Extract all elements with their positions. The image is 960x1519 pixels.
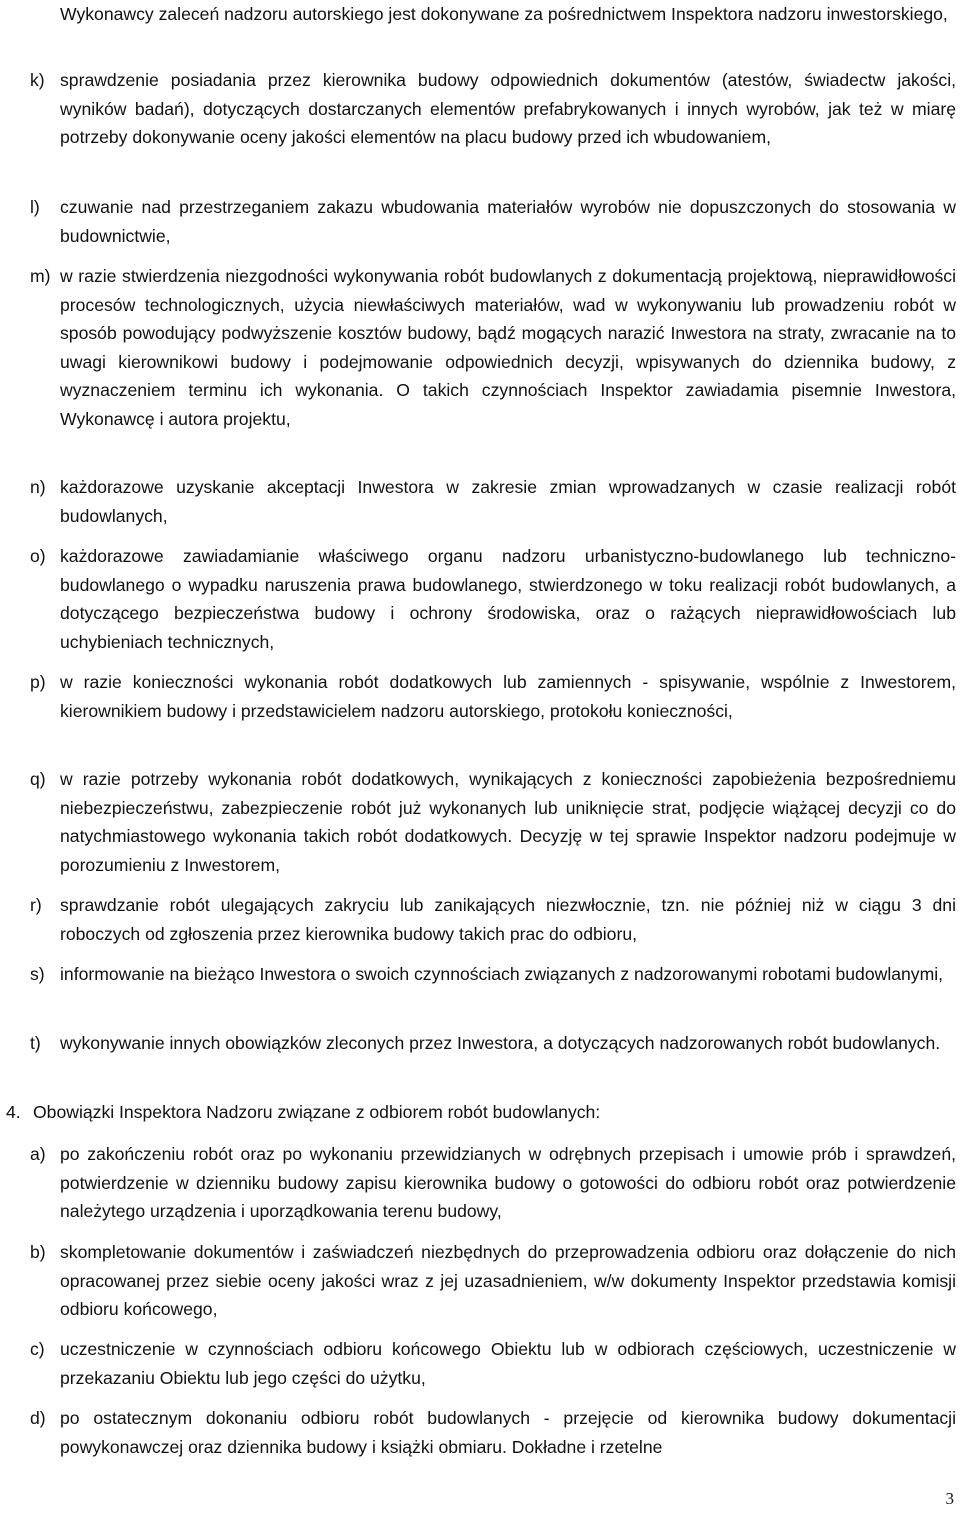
- list-item-text: w razie konieczności wykonania robót dodatkowych lub zamiennych - spisywanie, wspólnie z Inwestorem, kierownikiem budowy i przedstawicielem nadzoru autorskiego, protokołu konieczności,: [60, 672, 956, 721]
- list-item-text: wykonywanie innych obowiązków zleconych przez Inwestora, a dotyczących nadzorowanych robót budowlanych.: [60, 1033, 941, 1053]
- list-item-text: w razie stwierdzenia niezgodności wykonywania robót budowlanych z dokumentacją projektową, nieprawidłowości procesów technologicznych, użycia niewłaściwych materiałów, wad w wykonywaniu lub prowadzeniu robót w sposób powodujący podwyższenie kosztów budowy, bądź mogących narazić Inwestora na straty, zwracanie na to uwagi kierownikowi budowy i podejmowanie odpowiednich decyzji, wpisywanych do dziennika budowy, z wyznaczeniem terminu ich wykonania. O takich czynnościach Inspektor zawiadamia pisemnie Inwestora, Wykonawcę i autora projektu,: [60, 266, 956, 429]
- list-item-text: sprawdzenie posiadania przez kierownika budowy odpowiednich dokumentów (atestów, świadectw jakości, wyników badań), dotyczących dostarczanych elementów prefabrykowanych i innych wyrobów, jak też w miarę potrzeby dokonywanie oceny jakości elementów na placu budowy przed ich wbudowaniem,: [60, 70, 956, 147]
- list-item-text: skompletowanie dokumentów i zaświadczeń niezbędnych do przeprowadzenia odbioru oraz dołączenie do nich opracowanej przez siebie oceny jakości wraz z jej uzasadnieniem, w/w dokumenty Inspektor przedstawia komisji odbioru końcowego,: [60, 1242, 956, 1319]
- list-item-label: r): [30, 895, 42, 915]
- list-item-label: s): [30, 964, 45, 984]
- list-item-text: każdorazowe uzyskanie akceptacji Inwestora w zakresie zmian wprowadzanych w czasie realizacji robót budowlanych,: [60, 477, 956, 526]
- list-item-label: m): [30, 266, 51, 286]
- list-item-label: k): [30, 70, 45, 90]
- section-number: 4.: [6, 1102, 21, 1122]
- list-item-text: w razie potrzeby wykonania robót dodatkowych, wynikających z konieczności zapobieżenia bezpośredniemu niebezpieczeństwu, zabezpieczenie robót już wykonanych lub uniknięcie strat, podjęcie wiążącej decyzji co do natychmiastowego wykonania takich robót dodatkowych. Decyzję w tej sprawie Inspektor nadzoru podejmuje w porozumieniu z Inwestorem,: [60, 769, 956, 875]
- list-item-label: l): [30, 197, 40, 217]
- list-item-text: po zakończeniu robót oraz po wykonaniu przewidzianych w odrębnych przepisach i umowie prób i sprawdzeń, potwierdzenie w dzienniku budowy zapisu kierownika budowy o gotowości do odbioru robót oraz potwierdzenie należytego urządzenia i uporządkowania terenu budowy,: [60, 1144, 956, 1221]
- page-number: 3: [945, 1489, 954, 1508]
- list-item-text: sprawdzanie robót ulegających zakryciu lub zanikających niezwłocznie, tzn. nie później niż w ciągu 3 dni roboczych od zgłoszenia przez kierownika budowy takich prac do odbioru,: [60, 895, 956, 944]
- list-item-label: d): [30, 1408, 46, 1428]
- list-item-text: każdorazowe zawiadamianie właściwego organu nadzoru urbanistyczno-budowlanego lub techniczno-budowlanego o wypadku naruszenia prawa budowlanego, stwierdzonego w toku realizacji robót budowlanych, a dotyczącego bezpieczeństwa budowy i ochrony środowiska, oraz o rażących nieprawidłowościach lub uchybieniach technicznych,: [60, 546, 956, 652]
- list-item-label: p): [30, 672, 46, 692]
- list-item-text: czuwanie nad przestrzeganiem zakazu wbudowania materiałów wyrobów nie dopuszczonych do stosowania w budownictwie,: [60, 197, 956, 246]
- intro-paragraph: Wykonawcy zaleceń nadzoru autorskiego jest dokonywane za pośrednictwem Inspektora nadzoru inwestorskiego,: [60, 4, 948, 24]
- list-item-label: q): [30, 769, 46, 789]
- list-item-label: o): [30, 546, 46, 566]
- list-item-text: informowanie na bieżąco Inwestora o swoich czynnościach związanych z nadzorowanymi robotami budowlanymi,: [60, 964, 944, 984]
- list-item-text: po ostatecznym dokonaniu odbioru robót budowlanych - przejęcie od kierownika budowy dokumentacji powykonawczej oraz dziennika budowy i książki obmiaru. Dokładne i rzetelne: [60, 1408, 956, 1457]
- list-item-label: b): [30, 1242, 46, 1262]
- list-item-text: uczestniczenie w czynnościach odbioru końcowego Obiektu lub w odbiorach częściowych, uczestniczenie w przekazaniu Obiektu lub jego części do użytku,: [60, 1339, 956, 1388]
- list-item-label: c): [30, 1339, 45, 1359]
- list-item-label: a): [30, 1144, 46, 1164]
- list-item-label: n): [30, 477, 46, 497]
- list-item-label: t): [30, 1033, 41, 1053]
- section-title: Obowiązki Inspektora Nadzoru związane z odbiorem robót budowlanych:: [33, 1102, 601, 1122]
